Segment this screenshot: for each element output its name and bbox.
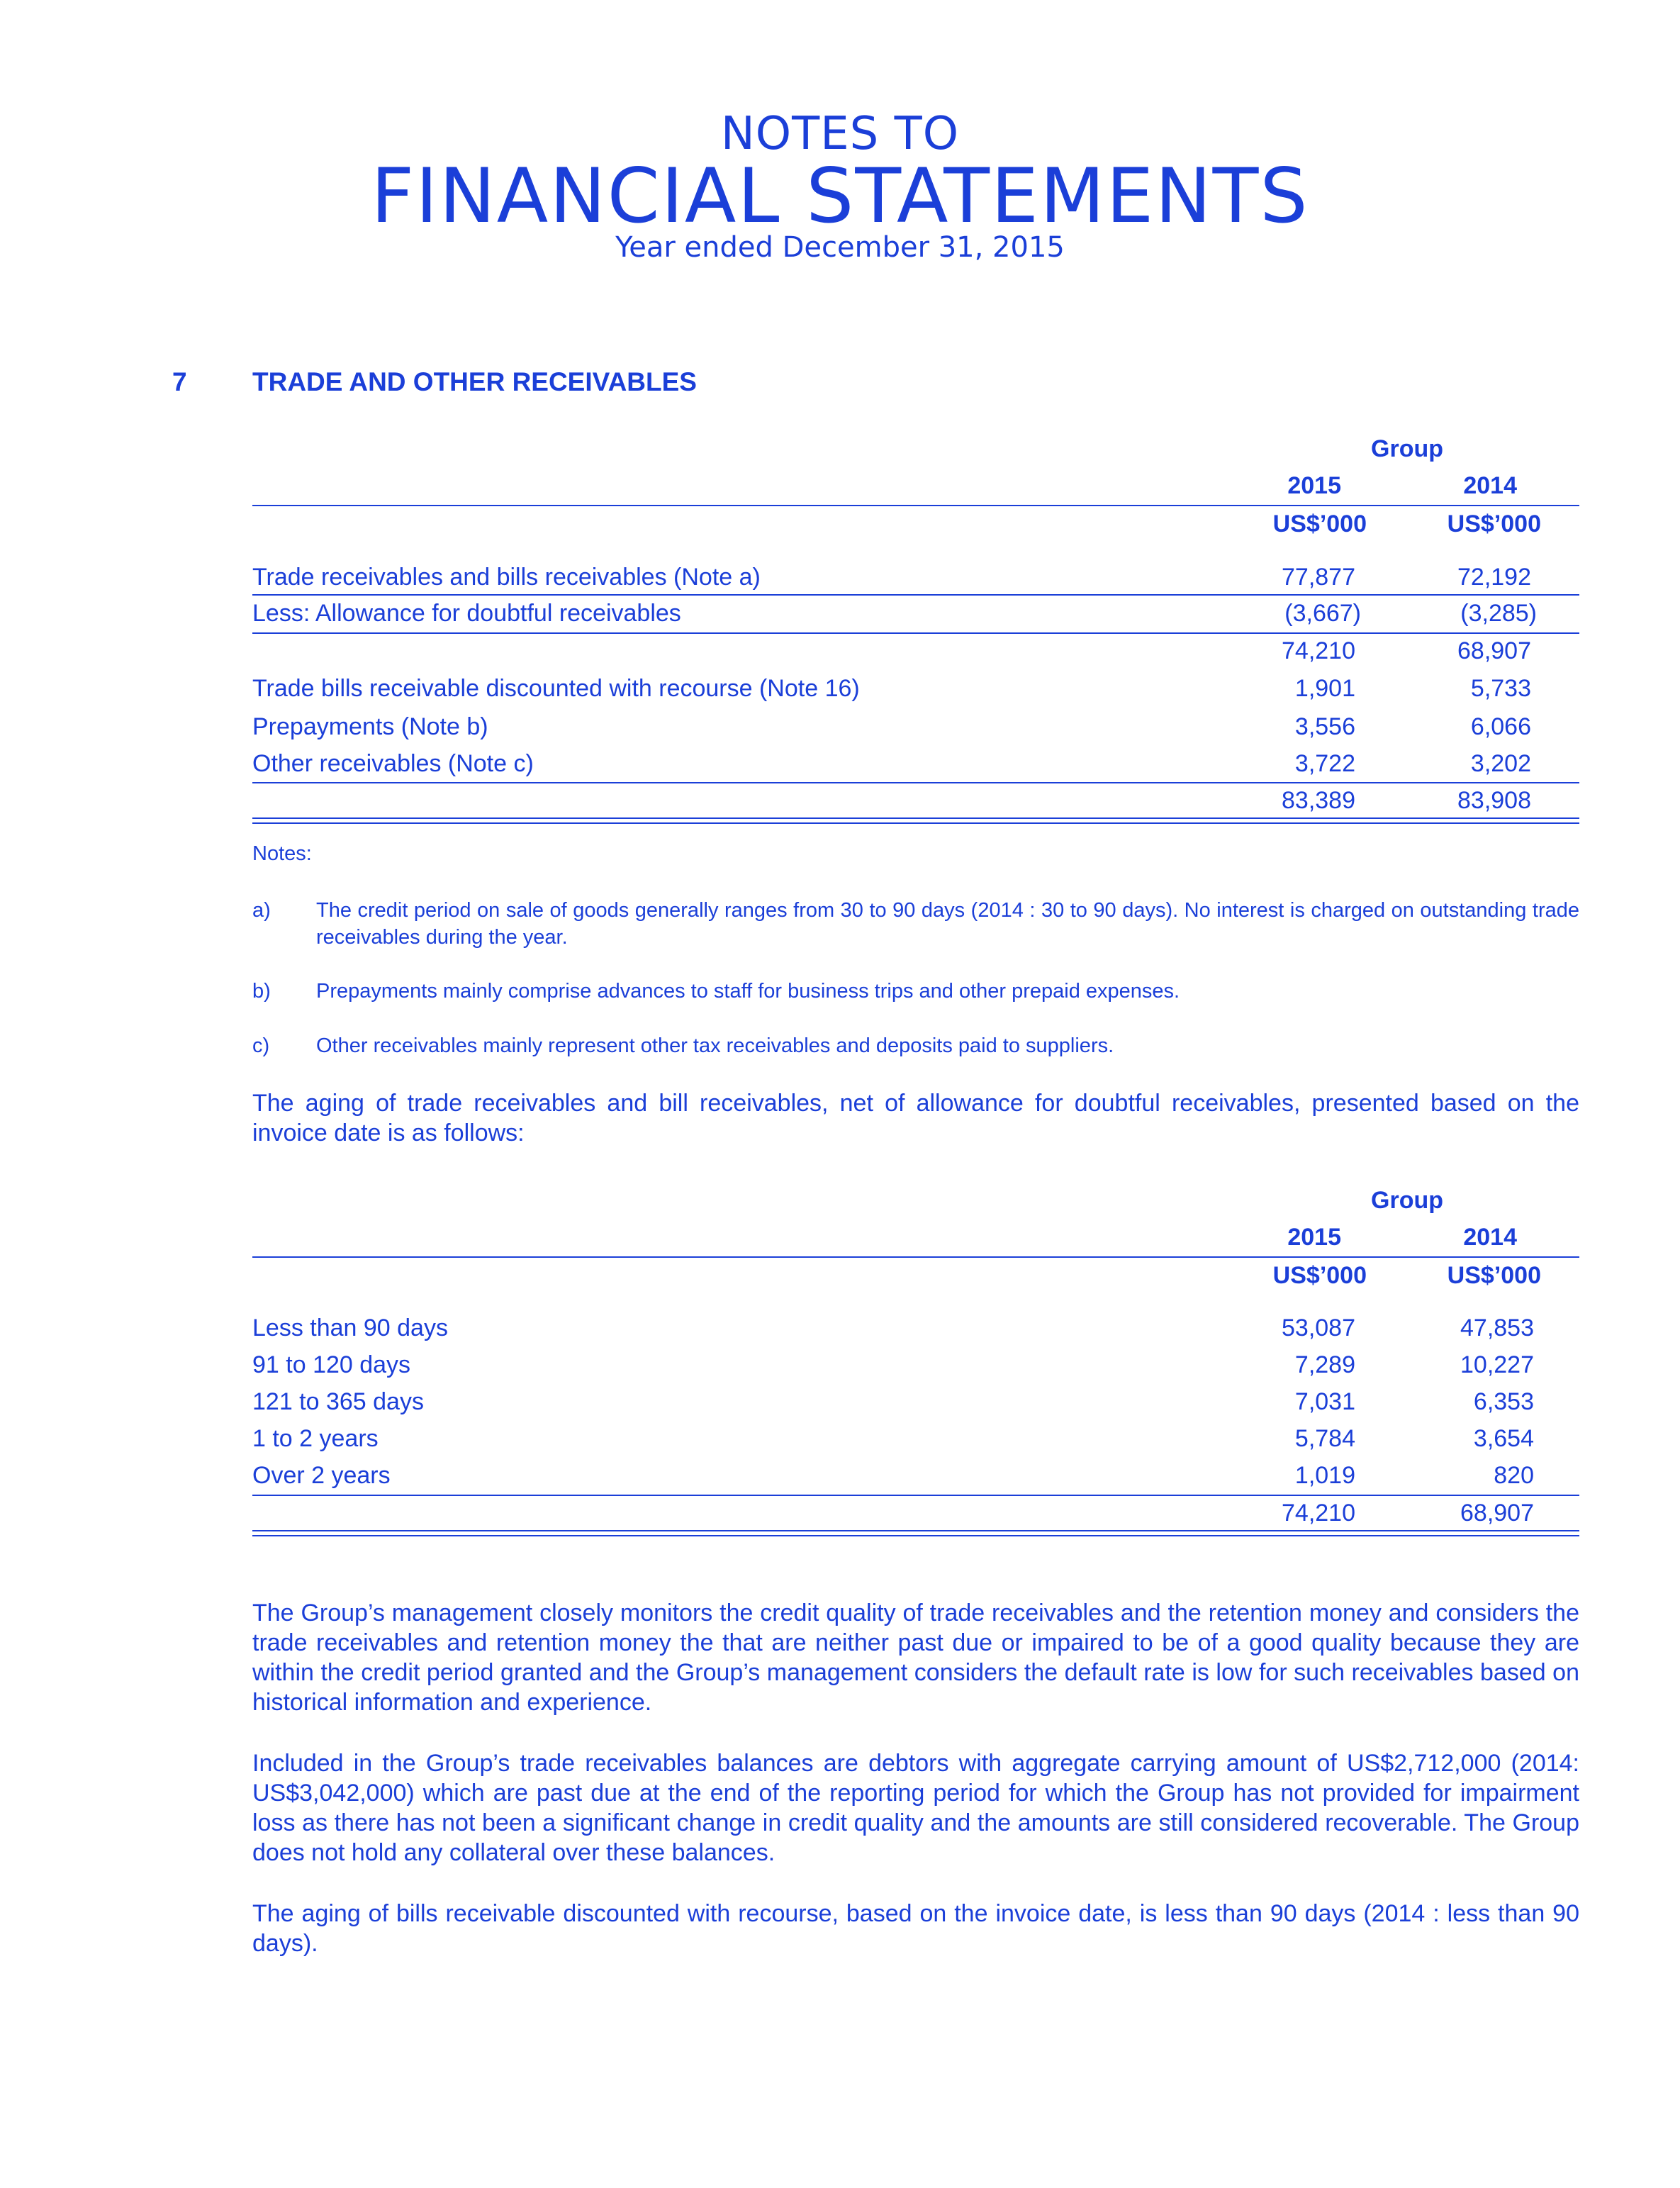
row-value-2014: 3,654 xyxy=(1473,1425,1534,1452)
aging-intro-paragraph: The aging of trade receivables and bill receivables, net of allowance for doubtful receivables, presented based on the invoice date is as follows: xyxy=(252,1090,1579,1146)
receivables-table xyxy=(252,432,1579,830)
header-year-ended: Year ended December 31, 2015 xyxy=(615,231,1065,264)
row-value-2014: 3,202 xyxy=(1470,750,1531,777)
section-title: TRADE AND OTHER RECEIVABLES xyxy=(252,367,697,396)
table-unit-2014: US$’000 xyxy=(1447,1262,1541,1289)
row-value-2015: 1,019 xyxy=(1294,1462,1355,1489)
note-b xyxy=(252,978,1579,1006)
row-value-2015: 7,031 xyxy=(1294,1388,1355,1415)
header-divider xyxy=(252,505,1579,506)
row-value-2015: 3,722 xyxy=(1294,750,1355,777)
credit-quality-paragraph: The Group’s management closely monitors the credit quality of trade receivables and the retention money and considers the trade receivables and retention money the that are neither past due or impaired to be of a good quality because they are within the credit period granted and the Group’s management considers the default rate is low for such receivables based on historical information and experience. xyxy=(252,1600,1579,1716)
table-unit-2015: US$’000 xyxy=(1272,1262,1367,1289)
row-label: 91 to 120 days xyxy=(252,1351,411,1378)
row-label: Trade bills receivable discounted with recourse (Note 16) xyxy=(252,675,860,702)
table-group-header: Group xyxy=(1371,1187,1443,1214)
row-value-2014: 6,353 xyxy=(1473,1388,1534,1415)
row-label: 1 to 2 years xyxy=(252,1425,379,1452)
table-year-2014: 2014 xyxy=(1463,1224,1517,1251)
table-group-header: Group xyxy=(1371,435,1443,462)
table-row xyxy=(252,600,1579,634)
row-label: Less: Allowance for doubtful receivables xyxy=(252,600,681,627)
table-row xyxy=(252,1351,1579,1385)
table-row xyxy=(252,1425,1579,1459)
note-letter: a) xyxy=(252,899,271,922)
row-value-2014: 820 xyxy=(1494,1462,1534,1489)
row-value-2014: 5,733 xyxy=(1470,675,1531,702)
table-row xyxy=(252,713,1579,747)
table-row-total xyxy=(252,787,1579,821)
row-label: Trade receivables and bills receivables (Note a) xyxy=(252,564,761,591)
table-row-total xyxy=(252,1500,1579,1534)
row-value-2015: 77,877 xyxy=(1282,564,1355,591)
subtotal-divider xyxy=(252,632,1579,634)
table-unit-2015: US$’000 xyxy=(1272,510,1367,537)
note-letter: b) xyxy=(252,980,271,1003)
table-row-subtotal xyxy=(252,637,1579,671)
total-double-underline xyxy=(252,817,1579,824)
note-c xyxy=(252,1032,1579,1061)
table-row xyxy=(252,1388,1579,1422)
table-row xyxy=(252,1315,1579,1349)
note-a xyxy=(252,897,1579,954)
row-value-2014: 6,066 xyxy=(1470,713,1531,740)
section-number: 7 xyxy=(172,367,187,396)
row-divider xyxy=(252,594,1579,596)
table-row xyxy=(252,564,1579,598)
header-financial-statements: FINANCIAL STATEMENTS xyxy=(371,152,1309,240)
table-unit-2014: US$’000 xyxy=(1447,510,1541,537)
row-value-2014: 68,907 xyxy=(1460,1500,1534,1526)
past-due-paragraph: Included in the Group’s trade receivables balances are debtors with aggregate carrying amount of US$2,712,000 (2014: US$3,042,000) which are past due at the end of the reporting period for which the Group has not provided for impairment loss as there has not been a significant change in credit quality and the amounts are still considered recoverable. The Group does not hold any collateral over these balances. xyxy=(252,1750,1579,1866)
aging-table xyxy=(252,1183,1579,1551)
header-divider xyxy=(252,1256,1579,1258)
row-value-2015: 83,389 xyxy=(1282,787,1355,814)
row-value-2015: 7,289 xyxy=(1294,1351,1355,1378)
row-label: Less than 90 days xyxy=(252,1315,448,1341)
table-year-2015: 2015 xyxy=(1287,1224,1341,1251)
table-year-2014: 2014 xyxy=(1463,472,1517,499)
row-label: Over 2 years xyxy=(252,1462,391,1489)
row-value-2015: 74,210 xyxy=(1282,1500,1355,1526)
table-row xyxy=(252,675,1579,709)
table-year-2015: 2015 xyxy=(1287,472,1341,499)
note-text: Other receivables mainly represent other tax receivables and deposits paid to suppliers. xyxy=(316,1034,1114,1057)
row-value-2014: 83,908 xyxy=(1457,787,1531,814)
note-text: Prepayments mainly comprise advances to staff for business trips and other prepaid expenses. xyxy=(316,980,1180,1003)
total-divider xyxy=(252,782,1579,783)
row-value-2015: 1,901 xyxy=(1294,675,1355,702)
row-value-2014: (3,285) xyxy=(1460,600,1537,627)
total-divider xyxy=(252,1495,1579,1496)
row-value-2015: 74,210 xyxy=(1282,637,1355,664)
row-value-2015: 53,087 xyxy=(1282,1315,1355,1341)
row-value-2014: 72,192 xyxy=(1457,564,1531,591)
note-letter: c) xyxy=(252,1034,270,1057)
total-double-underline xyxy=(252,1530,1579,1536)
row-value-2015: 3,556 xyxy=(1294,713,1355,740)
row-label: 121 to 365 days xyxy=(252,1388,424,1415)
row-value-2014: 68,907 xyxy=(1457,637,1531,664)
row-value-2015: 5,784 xyxy=(1294,1425,1355,1452)
header-notes-to: NOTES TO xyxy=(720,108,960,160)
notes-title: Notes: xyxy=(252,842,312,865)
bills-aging-paragraph: The aging of bills receivable discounted with recourse, based on the invoice date, is less than 90 days (2014 : less than 90 days). xyxy=(252,1900,1579,1957)
note-text: The credit period on sale of goods generally ranges from 30 to 90 days (2014 : 30 to 90 days). No interest is charged on outstanding trade receivables during the year. xyxy=(316,899,1579,949)
table-row xyxy=(252,750,1579,784)
table-row xyxy=(252,1462,1579,1496)
row-value-2015: (3,667) xyxy=(1284,600,1361,627)
row-label: Other receivables (Note c) xyxy=(252,750,534,777)
row-value-2014: 10,227 xyxy=(1460,1351,1534,1378)
row-value-2014: 47,853 xyxy=(1460,1315,1534,1341)
row-label: Prepayments (Note b) xyxy=(252,713,488,740)
